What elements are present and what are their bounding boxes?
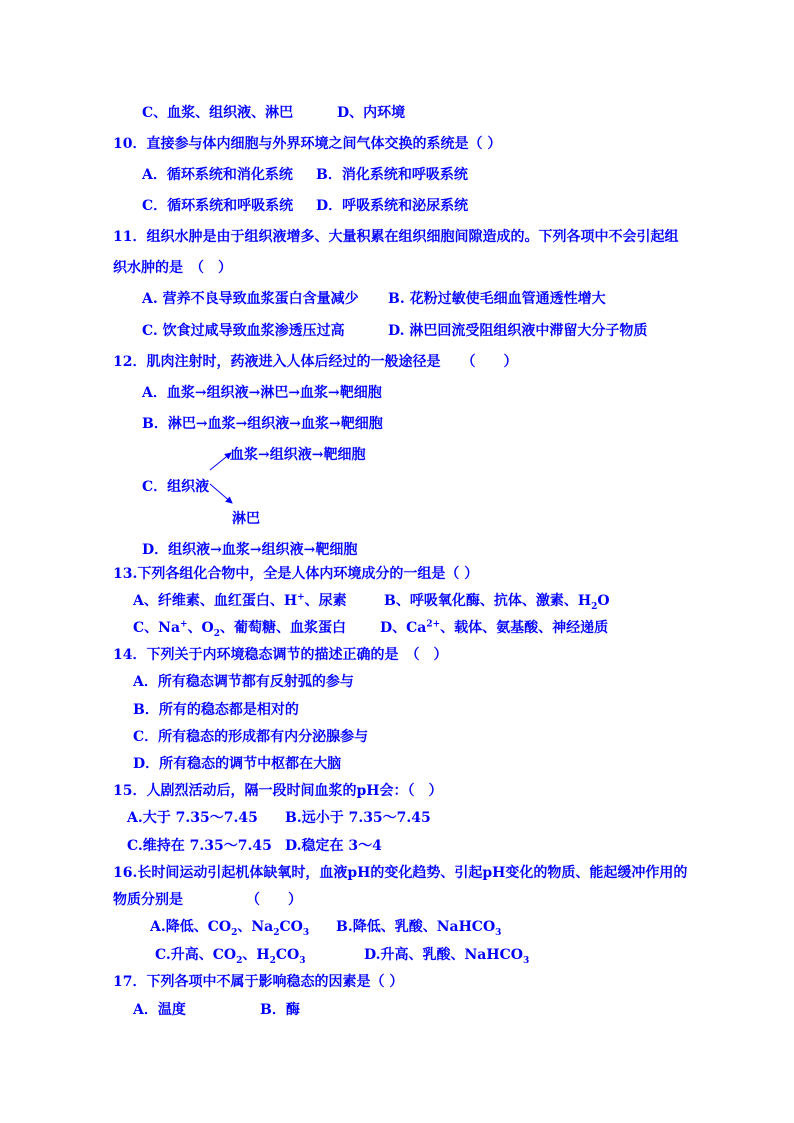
q16-c-4: 2 (269, 955, 276, 966)
q17-option-b: B．酶 (260, 1002, 300, 1018)
q13-option-c (133, 619, 346, 637)
q13-c-sub: 2 (213, 628, 221, 639)
q14-option-d: D．所有稳态的调节中枢都在大脑 (133, 756, 342, 772)
q11-option-b: B. 花粉过敏使毛细血管通透性增大 (388, 291, 606, 307)
q9-option-d: D、内环境 (337, 105, 406, 121)
q15-stem: 15．人剧烈活动后，隔一段时间血浆的pH会：（ ） (113, 783, 443, 799)
q16-stem-line1: 16.长时间运动引起机体缺氧时，血液pH的变化趋势、引起pH变化的物质、能起缓冲作用的 (113, 865, 688, 881)
q11-stem-line1: 11．组织水肿是由于组织液增多、大量积累在组织细胞间隙造成的。下列各项中不会引起组 (113, 229, 679, 245)
q13-option-b (384, 592, 610, 610)
q10-option-c: C．循环系统和呼吸系统 (142, 198, 294, 214)
q12-arrow-down (210, 484, 232, 503)
q11-stem-line2: 织水肿的是 （ ） (113, 260, 232, 276)
q13-c-tail: 、葡萄糖、血浆蛋白 (220, 620, 347, 636)
q10-option-d: D．呼吸系统和泌尿系统 (316, 198, 469, 214)
q14-stem: 14．下列关于内环境稳态调节的描述正确的是 （ ） (113, 647, 448, 663)
q16-a-2: 2 (231, 927, 238, 938)
q16-a-4: 2 (273, 927, 280, 938)
q9-option-c: C、血浆、组织液、淋巴 (142, 105, 294, 121)
q16-a-6: 3 (302, 927, 310, 938)
q14-option-a: A．所有稳态调节都有反射弧的参与 (133, 674, 354, 690)
q13-c-mid: 、O (187, 620, 214, 636)
q16-c-5: CO (275, 947, 300, 963)
q15-option-b: B.远小于 7.35～7.45 (285, 810, 431, 826)
q15-option-d: D.稳定在 3～4 (285, 838, 382, 854)
q16-option-a (150, 918, 309, 936)
q16-a-1: A.降低、CO (150, 919, 232, 935)
q10-option-b: B．消化系统和呼吸系统 (316, 167, 468, 183)
q13-b-text: B、呼吸氧化酶、抗体、激素、H (384, 593, 592, 609)
q16-c-1: C.升高、CO (155, 947, 237, 963)
q14-option-b: B．所有的稳态都是相对的 (133, 702, 299, 718)
q13-option-a (133, 592, 347, 610)
q16-a-3: 、Na (237, 919, 274, 935)
q16-stem-line2: 物质分别是 （ ） (113, 892, 302, 908)
q16-option-b (336, 918, 501, 936)
q11-option-d: D. 淋巴回流受阻组织液中滞留大分子物质 (388, 323, 648, 339)
q16-d-2: 3 (522, 955, 530, 966)
q12-option-c-lower-branch: 淋巴 (232, 511, 260, 527)
q13-b-tail: O (597, 593, 610, 609)
q17-stem: 17．下列各项中不属于影响稳态的因素是（ ） (113, 974, 404, 990)
q16-option-d (364, 946, 529, 964)
q12-stem: 12．肌肉注射时，药液进入人体后经过的一般途径是 （ ） (113, 354, 518, 370)
q10-stem: 10．直接参与体内细胞与外界环境之间气体交换的系统是（ ） (113, 136, 502, 152)
q12-option-c-label: C．组织液 (142, 479, 210, 495)
q15-option-c: C.维持在 7.35～7.45 (127, 838, 272, 854)
q16-option-c (155, 946, 305, 964)
q12-option-b: B．淋巴→血浆→组织液→血浆→靶细胞 (142, 416, 383, 432)
q11-option-a: A. 营养不良导致血浆蛋白含量减少 (142, 291, 359, 307)
q10-option-a: A．循环系统和消化系统 (142, 167, 293, 183)
q12-option-c-upper-branch: 血浆→组织液→靶细胞 (230, 447, 366, 463)
q16-d-1: D.升高、乳酸、NaHCO (364, 947, 523, 963)
q16-c-6: 3 (299, 955, 306, 966)
q13-a-text: A、纤维素、血红蛋白、H (133, 593, 298, 609)
q16-c-2: 2 (236, 955, 243, 966)
q13-a-tail: 、尿素 (304, 593, 347, 609)
q16-c-3: 、H (242, 947, 270, 963)
q13-d-sup: 2+ (426, 619, 441, 630)
q16-b-1: B.降低、乳酸、NaHCO (336, 919, 496, 935)
q13-a-sup: + (297, 592, 305, 603)
q14-option-c: C．所有稳态的形成都有内分泌腺参与 (133, 729, 369, 745)
q16-b-2: 3 (495, 927, 502, 938)
q13-option-d (380, 619, 608, 637)
q15-option-a: A.大于 7.35～7.45 (127, 810, 258, 826)
q12-option-a: A．血浆→组织液→淋巴→血浆→靶细胞 (142, 385, 382, 401)
q17-option-a: A．温度 (133, 1002, 186, 1018)
q13-d-tail: 、载体、氨基酸、神经递质 (440, 620, 609, 636)
q12-arrow-up (210, 453, 231, 470)
q13-c-text: C、Na (133, 620, 181, 636)
q13-c-sup: + (180, 619, 188, 630)
q13-stem: 13.下列各组化合物中，全是人体内环境成分的一组是（ ） (113, 566, 479, 582)
q12-option-d: D．组织液→血浆→组织液→靶细胞 (142, 542, 358, 558)
q13-b-sub: 2 (591, 601, 598, 612)
q11-option-c: C. 饮食过咸导致血浆渗透压过高 (142, 323, 345, 339)
q13-d-text: D、Ca (380, 620, 427, 636)
q16-a-5: CO (279, 919, 303, 935)
